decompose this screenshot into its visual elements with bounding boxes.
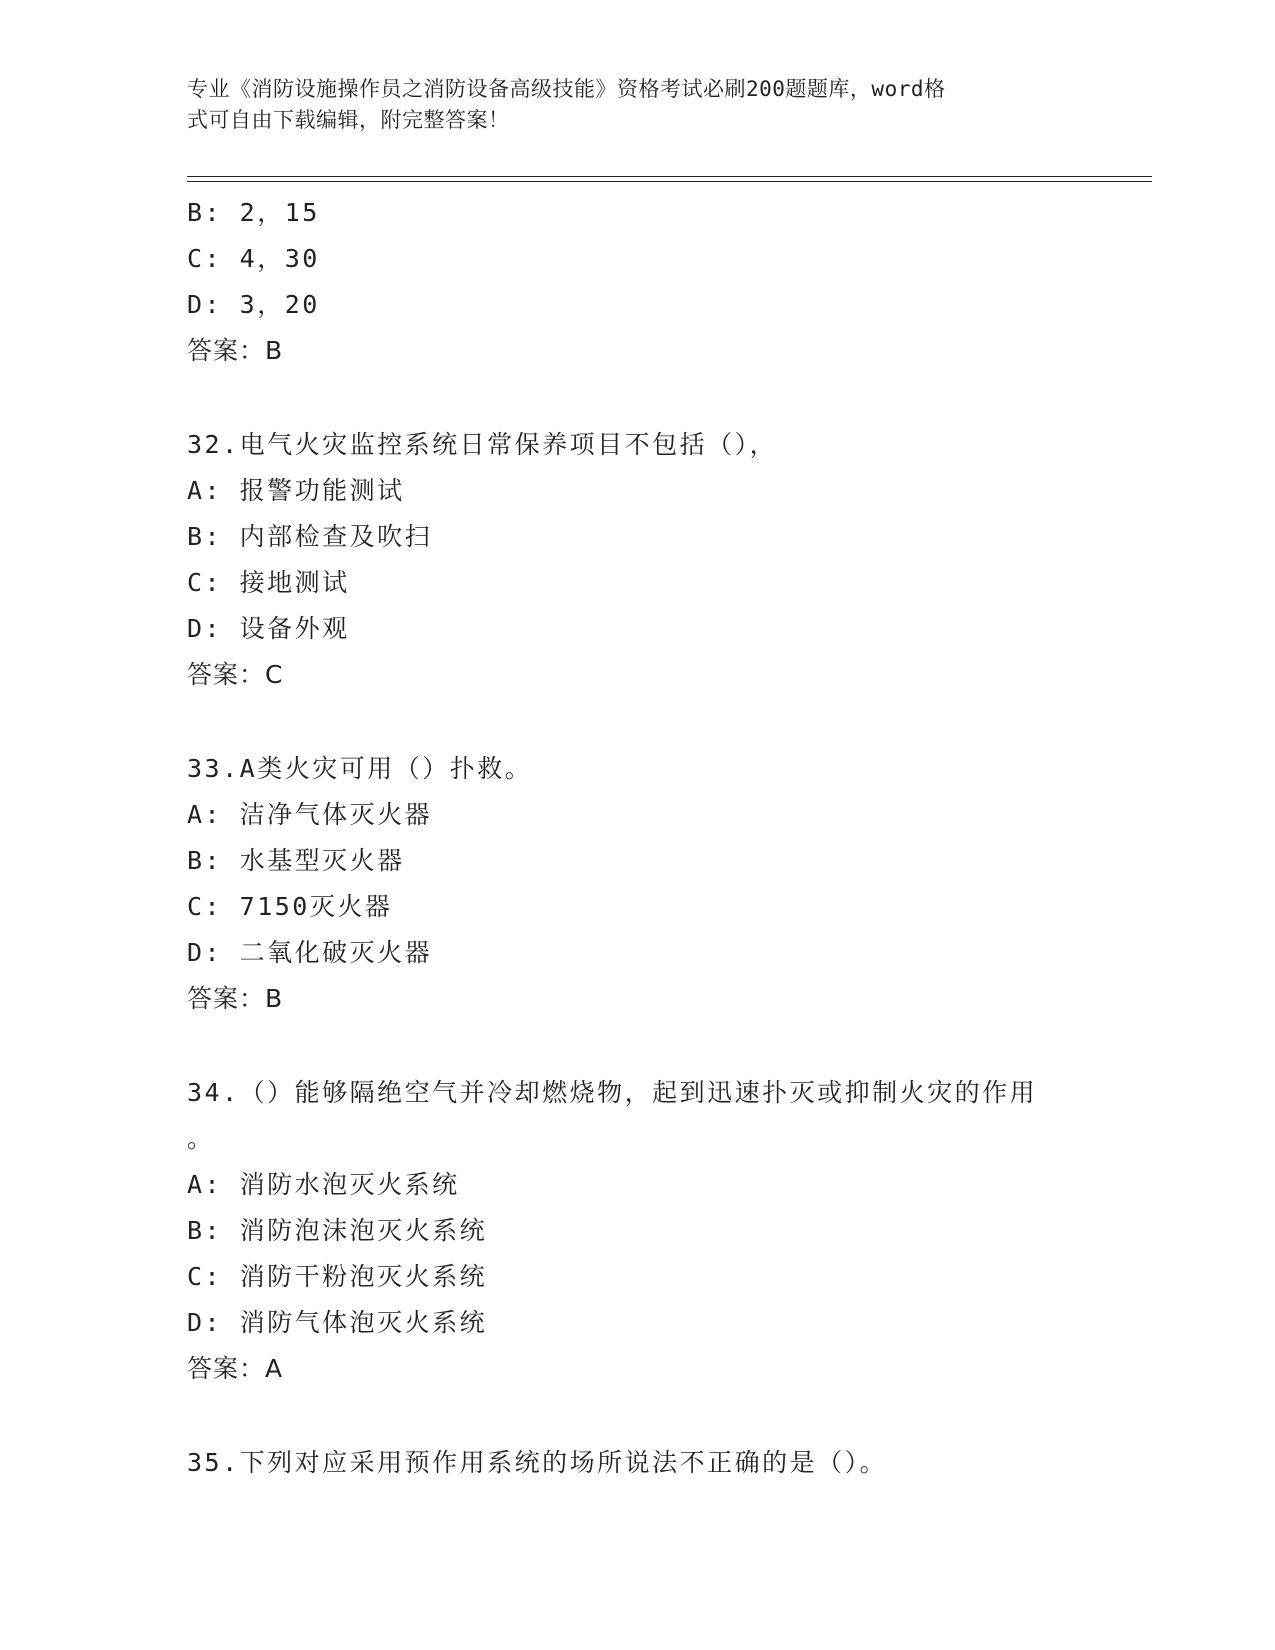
question-35: [187, 1440, 1087, 1486]
option-b: B: 2，15: [187, 198, 320, 227]
option-c: C: 接地测试: [187, 568, 350, 597]
answer: 答案：B: [187, 984, 284, 1013]
option-d: D: 二氧化破灭火器: [187, 938, 433, 967]
option-c: C: 7150灭火器: [187, 892, 393, 921]
option-b: B: 消防泡沫泡灭火系统: [187, 1216, 488, 1245]
spacer: [187, 1392, 1087, 1440]
option-c: C: 消防干粉泡灭火系统: [187, 1262, 488, 1291]
header-divider-top: [187, 176, 1152, 177]
question-text: 34.（）能够隔绝空气并冷却燃烧物，起到迅速扑灭或抑制火灾的作用: [187, 1078, 1038, 1107]
option-a: A: 消防水泡灭火系统: [187, 1170, 460, 1199]
option-d: D: 消防气体泡灭火系统: [187, 1308, 488, 1337]
spacer: [187, 698, 1087, 746]
question-34: [187, 1070, 1087, 1392]
question-31: [187, 190, 1087, 374]
answer: 答案：C: [187, 660, 284, 689]
option-c: C: 4，30: [187, 244, 320, 273]
spacer: [187, 374, 1087, 422]
option-b: B: 内部检查及吹扫: [187, 522, 433, 551]
header-line-2: 式可自由下载编辑，附完整答案！: [187, 108, 510, 132]
spacer: [187, 1022, 1087, 1070]
question-33: [187, 746, 1087, 1022]
header-line-1: 专业《消防设施操作员之消防设备高级技能》资格考试必刷200题题库，word格: [187, 77, 946, 101]
option-a: A: 报警功能测试: [187, 476, 405, 505]
option-a: A: 洁净气体灭火器: [187, 800, 433, 829]
question-text-continued: 。: [187, 1124, 215, 1153]
question-text: 33.A类火灾可用（）扑救。: [187, 754, 533, 783]
header-divider-bottom: [187, 181, 1152, 182]
question-32: [187, 422, 1087, 698]
document-header: [187, 74, 1067, 136]
question-text: 35.下列对应采用预作用系统的场所说法不正确的是（）。: [187, 1448, 888, 1477]
answer: 答案：A: [187, 1354, 284, 1383]
answer: 答案：B: [187, 336, 284, 365]
option-b: B: 水基型灭火器: [187, 846, 405, 875]
question-list: [187, 190, 1087, 1486]
option-d: D: 设备外观: [187, 614, 350, 643]
question-text: 32.电气火灾监控系统日常保养项目不包括（），: [187, 430, 778, 459]
option-d: D: 3，20: [187, 290, 320, 319]
